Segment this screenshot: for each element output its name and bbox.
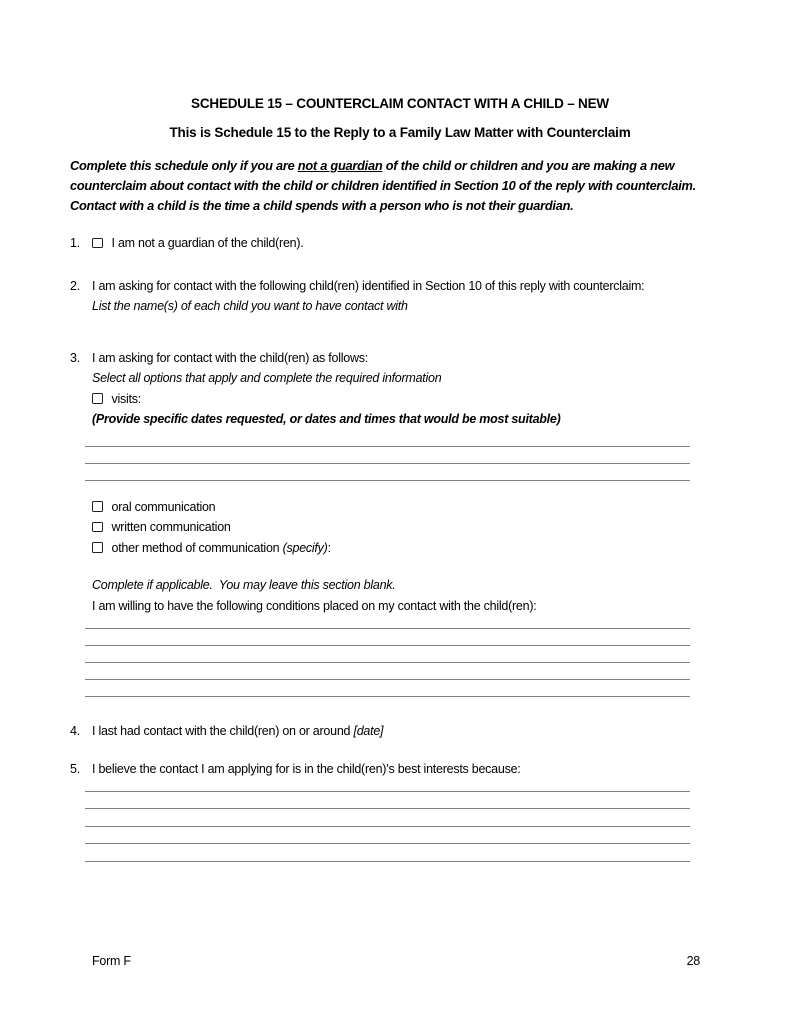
conditions-text: I am willing to have the following conditions placed on my contact with the child(ren):: [92, 598, 537, 613]
other-method-label: other method of communication: [111, 540, 283, 555]
intro-line-2: counterclaim about contact with the child or children identified in Section 10 of the reply with counterclaim.: [70, 178, 696, 193]
page-number: 28: [686, 954, 700, 968]
item-2-text: I am asking for contact with the following child(ren) identified in Section 10 of this reply with counterclaim:: [92, 278, 645, 293]
write-in-line[interactable]: [85, 464, 690, 481]
oral-communication-checkbox[interactable]: [92, 501, 103, 512]
conditions-write-lines: [85, 612, 690, 697]
not-guardian-checkbox[interactable]: [92, 238, 103, 249]
conditions-instruction: Complete if applicable. You may leave this section blank.: [92, 578, 396, 592]
item-4-text: I last had contact with the child(ren) on or around: [92, 724, 354, 738]
write-in-line[interactable]: [85, 844, 690, 862]
item-3-instruction: Select all options that apply and complete the required information: [92, 371, 442, 385]
other-method-row: other method of communication (specify):: [92, 538, 730, 559]
item-2-instruction: List the name(s) of each child you want to have contact with: [92, 299, 408, 313]
oral-communication-label: oral communication: [111, 499, 216, 514]
item-5: [70, 759, 730, 862]
visits-note: (Provide specific dates requested, or dates and times that would be most suitable): [92, 412, 561, 426]
item-3: [70, 348, 730, 698]
item-4: [70, 721, 730, 742]
item-2-number: 2.: [70, 278, 80, 293]
item-3-text: I am asking for contact with the child(ren) as follows:: [92, 350, 368, 365]
page-title: SCHEDULE 15 – COUNTERCLAIM CONTACT WITH A CHILD – NEW: [191, 96, 609, 111]
form-label: Form F: [92, 954, 131, 968]
visits-label: visits:: [111, 391, 141, 406]
write-in-line[interactable]: [85, 430, 690, 447]
item-1-label: I am not a guardian of the child(ren).: [111, 236, 304, 250]
date-placeholder: [date]: [353, 724, 384, 738]
page-subtitle: This is Schedule 15 to the Reply to a Family Law Matter with Counterclaim: [169, 125, 631, 140]
other-method-checkbox[interactable]: [92, 542, 103, 553]
write-in-line[interactable]: [85, 646, 690, 663]
item-4-number: 4.: [70, 724, 80, 738]
intro-note: [70, 156, 730, 216]
write-in-line[interactable]: [85, 827, 690, 845]
write-in-line[interactable]: [85, 809, 690, 827]
communication-options: [92, 497, 730, 559]
intro-line-3: Contact with a child is the time a child spends with a person who is not their guardian.: [70, 198, 574, 213]
oral-communication-row: [92, 497, 730, 518]
intro-underlined-phrase: not a guardian: [297, 158, 383, 173]
item-1-number: 1.: [70, 236, 80, 250]
other-method-specify: (specify): [282, 540, 328, 555]
write-in-line[interactable]: [85, 680, 690, 697]
reasons-write-lines: [85, 774, 690, 862]
item-2: [70, 276, 730, 317]
written-communication-row: [92, 517, 730, 538]
item-5-text: I believe the contact I am applying for is in the child(ren)’s best interests because:: [92, 761, 521, 776]
visits-checkbox[interactable]: [92, 393, 103, 404]
visits-option-row: [92, 389, 730, 410]
visits-write-lines: [85, 430, 690, 481]
written-communication-checkbox[interactable]: [92, 522, 103, 533]
item-5-number: 5.: [70, 761, 80, 776]
write-in-line[interactable]: [85, 663, 690, 680]
page-footer: [92, 953, 700, 970]
item-1: [70, 233, 730, 254]
write-in-line[interactable]: [85, 629, 690, 646]
item-3-number: 3.: [70, 350, 80, 365]
write-in-line[interactable]: [85, 447, 690, 464]
write-in-line[interactable]: [85, 792, 690, 810]
written-communication-label: written communication: [111, 520, 231, 534]
intro-line-1: Complete this schedule only if you are not a guardian of the child or children and you are making a new: [70, 158, 675, 173]
